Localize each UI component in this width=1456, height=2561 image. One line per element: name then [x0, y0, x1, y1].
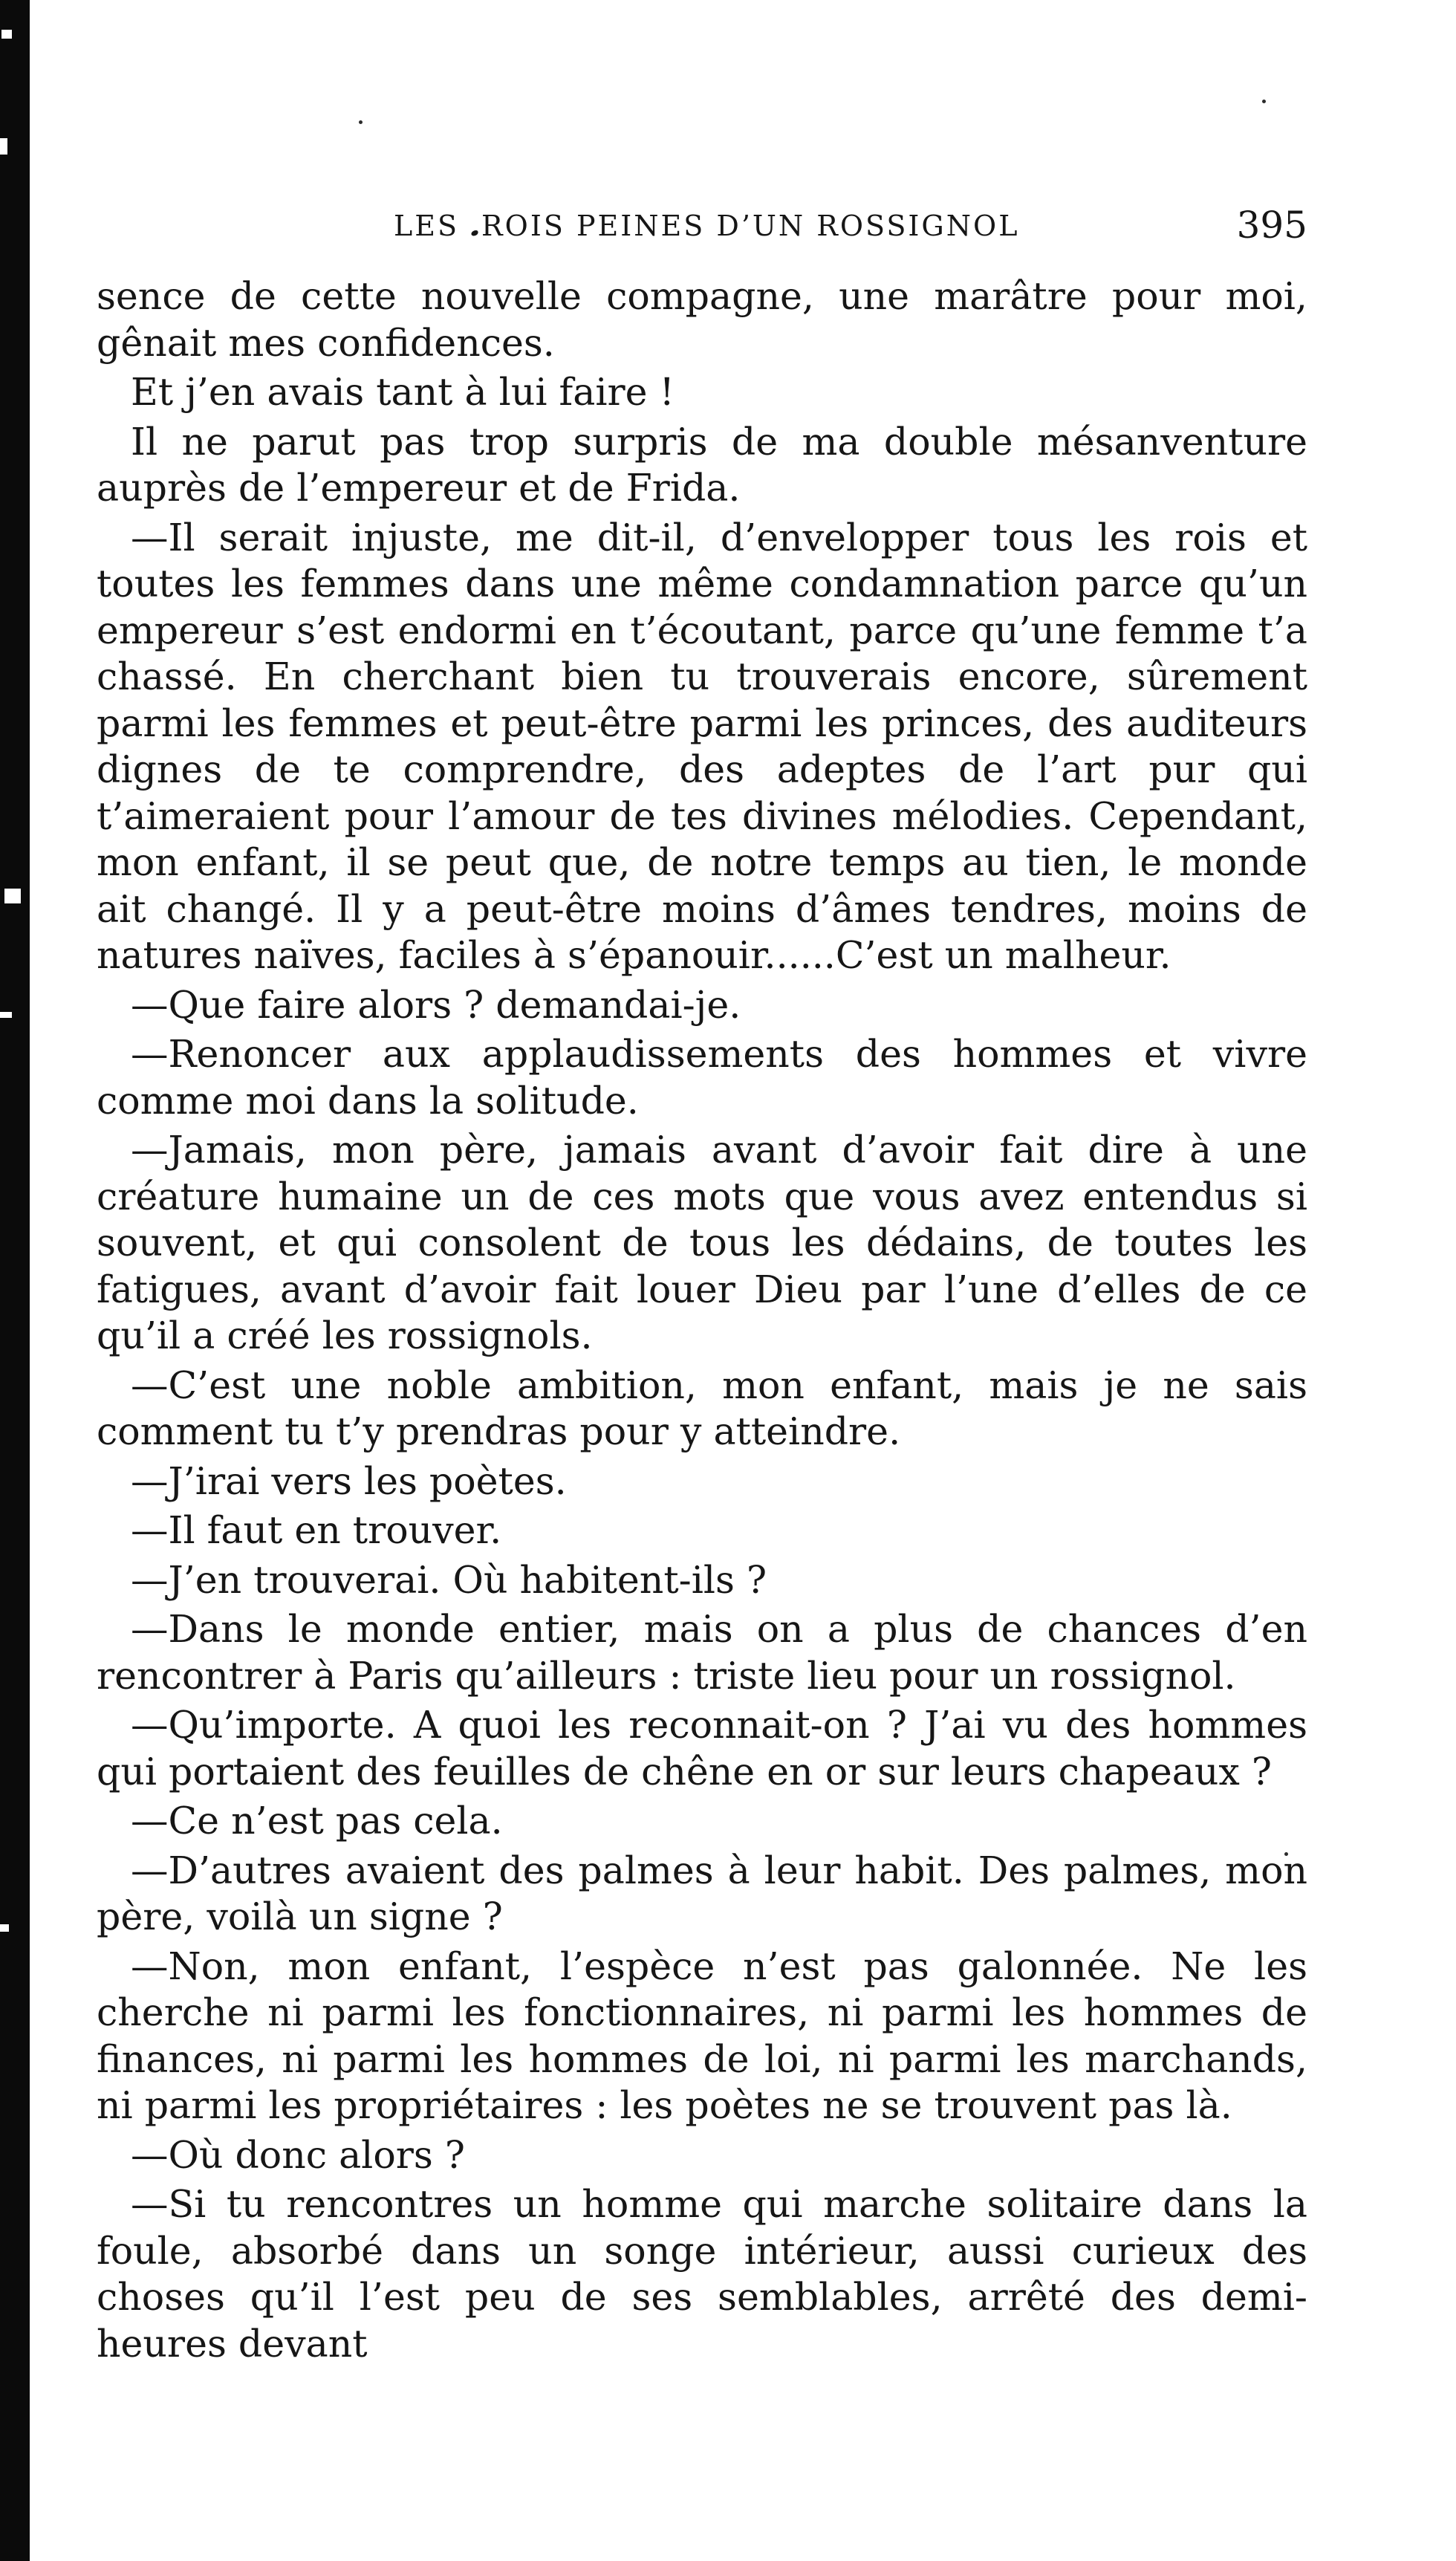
- scan-speck: [4, 889, 21, 903]
- paragraph: —Non, mon enfant, l’espèce n’est pas galonnée. Ne les cherche ni parmi les fonctionnaires, ni parmi les hommes de finances, ni parmi les hommes de loi, ni parmi les marchands, ni parmi les propriétaires : les poètes ne se trouvent pas là.: [97, 1944, 1307, 2127]
- page-number: 395: [1236, 204, 1307, 247]
- paragraph: —J’en trouverai. Où habitent-ils ?: [131, 1557, 767, 1602]
- paragraph: Il ne parut pas trop surpris de ma double mésanventure auprès de l’empereur et de Frida.: [97, 419, 1307, 510]
- body-text: [97, 273, 1307, 2391]
- paragraph: —Qu’importe. A quoi les reconnait-on ? J’ai vu des hommes qui portaient des feuilles de chêne en or sur leurs chapeaux ?: [97, 1703, 1307, 1794]
- paragraph: —Renoncer aux applaudissements des hommes et vivre comme moi dans la solitude.: [97, 1032, 1307, 1123]
- paragraph: —Jamais, mon père, jamais avant d’avoir fait dire à une créature humaine un de ces mots que vous avez entendus si souvent, et qui consolent de tous les dédains, de toutes les fatigues, avant d’avoir fait louer Dieu par l’une d’elles de ce qu’il a créé les rossignols.: [97, 1128, 1307, 1357]
- scan-speck: [0, 1924, 9, 1932]
- paragraph: —J’irai vers les poètes.: [131, 1458, 567, 1503]
- paragraph: sence de cette nouvelle compagne, une marâtre pour moi, gênait mes confidences.: [97, 274, 1307, 365]
- paragraph: —Si tu rencontres un homme qui marche solitaire dans la foule, absorbé dans un songe intérieur, aussi curieux des choses qu’il l’est peu de ses semblables, arrêté des demi-heures devant: [97, 2182, 1307, 2366]
- scan-speck: [0, 138, 7, 155]
- page-header: [97, 204, 1307, 251]
- paragraph: —D’autres avaient des palmes à leur habit. Des palmes, mon père, voilà un signe ?: [97, 1848, 1307, 1938]
- scan-speck: [0, 1012, 12, 1018]
- scan-speck: [1, 30, 12, 39]
- scan-dot: [1262, 100, 1266, 103]
- scan-dot: [359, 120, 363, 124]
- paragraph: —C’est une noble ambition, mon enfant, mais je ne sais comment tu t’y prendras pour y atteindre.: [97, 1363, 1307, 1453]
- paragraph: —Où donc alors ?: [131, 2132, 465, 2177]
- scan-binding-edge: [0, 0, 30, 2561]
- paragraph: —Que faire alors ? demandai-je.: [131, 982, 741, 1027]
- running-title: LES 𝅘ROIS PEINES D’UN ROSSIGNOL: [394, 210, 1020, 242]
- paragraph: —Ce n’est pas cela.: [131, 1799, 503, 1843]
- paragraph: Et j’en avais tant à lui faire !: [131, 370, 675, 414]
- paragraph: —Il faut en trouver.: [131, 1508, 502, 1552]
- paragraph: —Dans le monde entier, mais on a plus de chances d’en rencontrer à Paris qu’ailleurs : triste lieu pour un rossignol.: [97, 1607, 1307, 1698]
- paragraph: —Il serait injuste, me dit-il, d’envelopper tous les rois et toutes les femmes dans une même condamnation parce qu’un empereur s’est endormi en t’écoutant, parce qu’une femme t’a chassé. En cherchant bien tu trouverais encore, sûrement parmi les femmes et peut-être parmi les princes, des auditeurs dignes de te comprendre, des adeptes de l’art pur qui t’aimeraient pour l’amour de tes divines mélodies. Cependant, mon enfant, il se peut que, de notre temps au tien, le monde ait changé. Il y a peut-être moins d’âmes tendres, moins de natures naïves, faciles à s’épanouir......C’est un malheur.: [97, 515, 1307, 977]
